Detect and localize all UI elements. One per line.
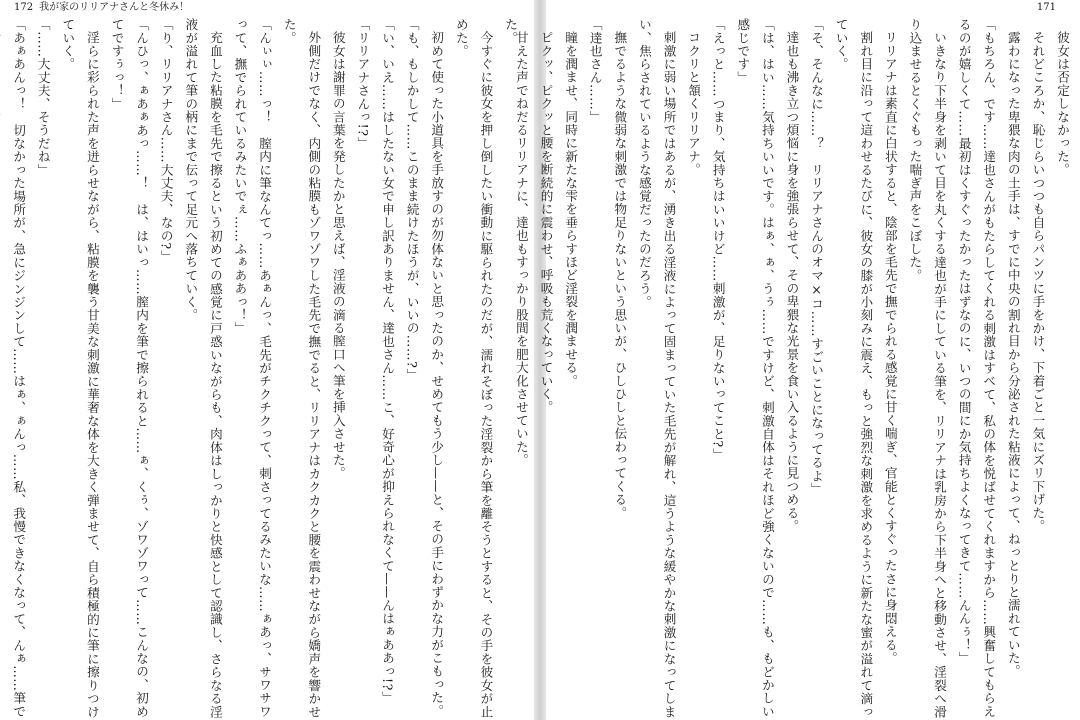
paragraph: 刺激に弱い場所ではあるが、湧き出る淫液によって固まっていた毛先が解れ、這うような緩やかな刺激になってしまい、焦らされているような感覚だったのだろう。 xyxy=(636,18,677,718)
running-title: 我が家のリリアナさんと冬休み！ xyxy=(39,2,190,13)
paragraph: 「り、リリアナさん……大丈夫、なの?」 xyxy=(158,18,174,263)
paragraph: 彼女は謝罪の言葉を発したかと思えば、淫液の滴る膣口へ筆を挿入させた。 xyxy=(330,30,346,480)
paragraph: 淫らに彩られた声を迸らせながら、粘膜を襲う甘美な刺激に華奢な体を大きく弾ませて、自ら積極的に筆に擦りつけていく。 xyxy=(60,18,100,718)
left-page-header xyxy=(14,2,189,14)
right-page-header xyxy=(1037,2,1056,14)
right-page-text xyxy=(513,18,1074,718)
paragraph: 今すぐに彼女を押し倒したい衝動に駆られたのだが、濡れそぼった淫裂から筆を離そうとすると、その手を彼女が止めた。 xyxy=(453,18,494,718)
paragraph: 「そ、そんなに……？ リリアナさんのオマ×コ……すごいことになってるよ」 xyxy=(809,18,825,496)
paragraph: 「……大丈夫、そうだね」 xyxy=(35,18,51,177)
paragraph: 瞳を潤ませ、同時に新たな雫を垂らすほど淫裂を潤ませる。 xyxy=(563,30,579,387)
paragraph: 達也も沸き立つ煩悩に身を強張らせて、その卑猥な光景を食い入るように見つめる。 xyxy=(784,30,800,533)
paragraph: 「あぁあんっ！ 切なかった場所が、急にジンジンして……はぁ、ぁんっ……私、我慢できなくなって、んぁ……筆で xyxy=(11,18,27,718)
paragraph: 彼女は否定しなかった。 xyxy=(1055,30,1070,176)
paragraph: た。 xyxy=(503,18,518,45)
left-page-text xyxy=(11,18,522,718)
paragraph: コクリと頷くリリアナ。 xyxy=(686,30,702,176)
paragraph: 露わになった卑猥な肉の土手は、すでに中央の割れ目から分泌された粘液によって、ねっとりと濡れていた。 xyxy=(1005,30,1021,678)
paragraph: リリアナは素直に白状すると、陰部を毛先で撫でられる感覚に甘く喘ぎ、官能とくすぐったさに身悶える。 xyxy=(882,30,898,665)
paragraph: 撫でるような微弱な刺激では物足りないという思いが、ひしひしと伝わってくる。 xyxy=(612,30,628,519)
paragraph: 「えっと……つまり、気持ちはいいけど……刺激が、足りないってこと?」 xyxy=(710,18,726,461)
left-page-number: 172 xyxy=(14,2,34,13)
paragraph: 「もちろん、です……達也さんがもたらしてくれる刺激はすべて、私の体を悦ばせてくれますから……興奮してもらえるのが嬉しくて……最初はくすぐったかったはずなのに、いつの間にか気持ちよくなってきて……んんぅ！」 xyxy=(956,18,997,718)
paragraph: 「は、はい……気持ちいいです。はぁ、ぁ、うぅ……ですけど、刺激自体はそれほど強くないので……も、もどかしい感じです」 xyxy=(735,18,775,718)
right-page-number: 171 xyxy=(1036,2,1056,13)
paragraph: それどころか、恥じらいつつも自らパンツに手をかけ、下着ごと一気にズリ下げた。 xyxy=(1030,30,1046,533)
paragraph: 「リリアナさんっ!?」 xyxy=(355,18,371,150)
paragraph: 「んぃぃ……っ！ 膣内に筆なんてっ……あぁんっ、毛先がチクチクって、刺さってるみたいな……ぁあっ、サワサワって、撫でられているみたいでぇ……ふぁああっ！」 xyxy=(232,18,273,718)
left-page xyxy=(0,0,534,720)
paragraph: 「も、もしかして……このまま続けたほうが、いいの……?」 xyxy=(404,18,420,382)
paragraph: ピクッ、ピクッと腰を断続的に震わせ、呼吸も荒くなっていく。 xyxy=(538,30,554,414)
right-page xyxy=(513,0,1080,720)
paragraph: 割れ目に沿って這わせるたびに、彼女の膝が小刻みに震え、もっと強烈な刺激を求めるように新たな蜜が溢れて滴っていく。 xyxy=(833,18,874,718)
paragraph: 「達也さん……」 xyxy=(587,18,603,124)
paragraph: 初めて使った小道具を手放すのが勿体ないと思ったのか、せめてもう少し——と、その手にわずかな力がこもった。 xyxy=(429,30,445,717)
paragraph: 外側だけでなく、内側の粘膜もゾワゾワした毛先で撫でると、リリアナはカクカクと腰を震わせながら嬌声を響かせた。 xyxy=(281,18,322,718)
paragraph: 「んひっ、ぁあぁあっ……！ は、はいっ……膣内を筆で擦られると……ぁ、くぅ、ゾワゾワって……こんなの、初めてですぅっ！」 xyxy=(109,18,150,718)
paragraph: 充血した粘膜を毛先で擦るという初めての感覚に戸惑いながらも、肉体はしっかりと快感として認識し、さらなる淫液が溢れて筆の柄にまで伝って足元へ落ちていく。 xyxy=(183,18,223,718)
paragraph: いきなり下半身を剥いて目を丸くする達也が手にしている筆を、リリアナは乳房から下半身へと移動させ、淫裂へ滑り込ませるとくぐもった喘ぎ声をこぼした。 xyxy=(907,18,948,718)
paragraph: 「い、いえ……はしたない女で申し訳ありません、達也さん……こ、好奇心が抑えられなくて——んはぁああっ!?」 xyxy=(380,18,396,705)
paragraph: 甘えた声でねだるリリアナに、達也もすっかり股間を肥大化させていた。 xyxy=(513,30,529,467)
